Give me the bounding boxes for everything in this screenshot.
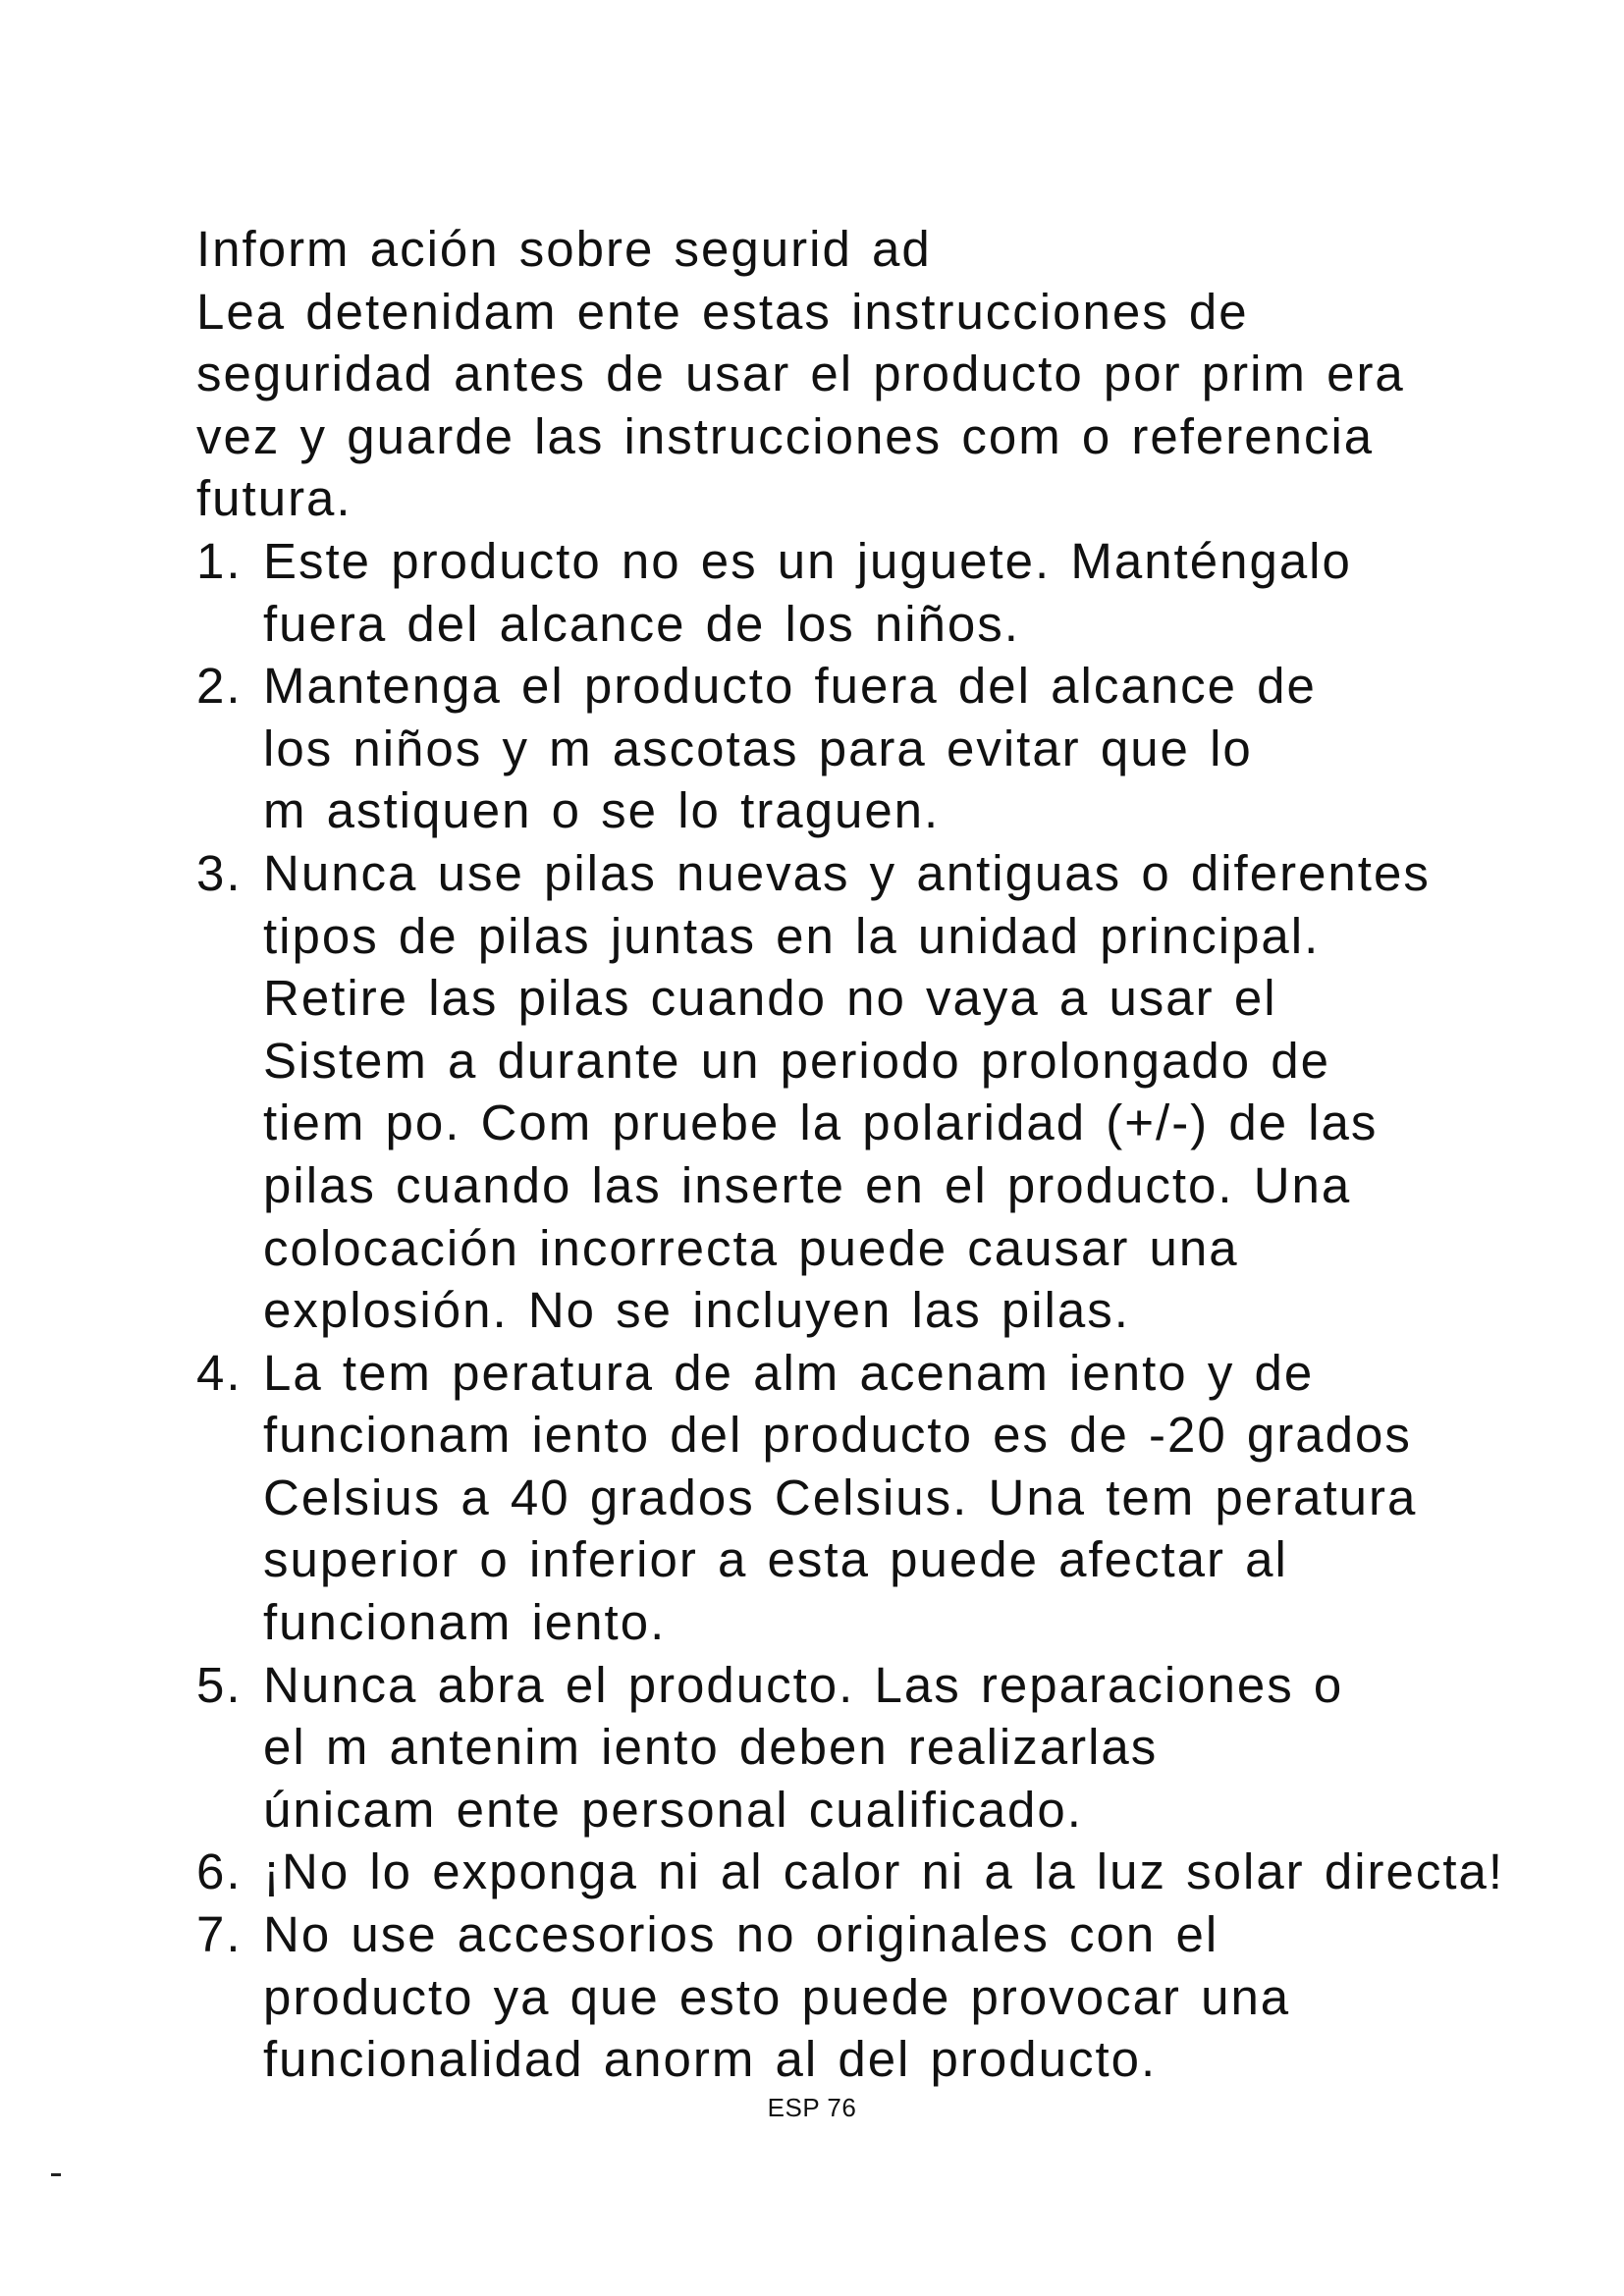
item-line: producto ya que esto puede provocar una (263, 1968, 1291, 2025)
item-number: 1. (196, 532, 243, 589)
item-number: 7. (196, 1906, 243, 1963)
safety-item (196, 1903, 1512, 2091)
item-text (263, 842, 1431, 1342)
item-line: Nunca abra el producto. Las reparaciones o (263, 1656, 1344, 1713)
item-line: Sistem a durante un periodo prolongado de (263, 1032, 1331, 1089)
page-number: ESP 76 (767, 2093, 857, 2122)
intro-line: seguridad antes de usar el producto por prim era (196, 346, 1405, 402)
item-line: tipos de pilas juntas en la unidad principal. (263, 907, 1321, 964)
item-number: 6. (196, 1843, 243, 1900)
item-line: No use accesorios no originales con el (263, 1906, 1219, 1963)
safety-item (196, 530, 1512, 655)
item-line: pilas cuando las inserte en el producto. Una (263, 1156, 1352, 1213)
item-number: 4. (196, 1344, 243, 1401)
item-line: Este producto no es un juguete. Manténgalo (263, 532, 1352, 589)
item-line: superior o inferior a esta puede afectar al (263, 1531, 1288, 1588)
item-text (263, 1342, 1417, 1654)
item-line: La tem peratura de alm acenam iento y de (263, 1344, 1315, 1401)
item-number: 2. (196, 658, 243, 715)
item-text (263, 1654, 1343, 1842)
margin-mark (51, 2173, 61, 2176)
intro-line: Lea detenidam ente estas instrucciones de (196, 283, 1249, 340)
document-title: Inform ación sobre segurid ad (196, 221, 932, 277)
safety-item (196, 1342, 1512, 1654)
item-line: m astiquen o se lo traguen. (263, 782, 941, 839)
item-line: tiem po. Com pruebe la polaridad (+/-) de las (263, 1095, 1379, 1151)
item-line: ¡No lo exponga ni al calor ni a la luz solar directa! (263, 1843, 1505, 1900)
item-line: funcionam iento. (263, 1594, 667, 1651)
safety-item (196, 1841, 1512, 1903)
item-number: 3. (196, 844, 243, 901)
intro-line: vez y guarde las instrucciones com o referencia (196, 407, 1375, 464)
safety-list (196, 530, 1512, 2091)
safety-item (196, 1654, 1512, 1842)
item-line: funcionam iento del producto es de -20 grados (263, 1407, 1412, 1464)
intro-paragraph (196, 281, 1512, 530)
document-page (196, 218, 1512, 2091)
item-line: Mantenga el producto fuera del alcance de (263, 658, 1317, 715)
item-line: el m antenim iento deben realizarlas (263, 1719, 1159, 1776)
item-line: Retire las pilas cuando no vaya a usar el (263, 970, 1277, 1027)
item-line: funcionalidad anorm al del producto. (263, 2031, 1158, 2088)
item-number: 5. (196, 1656, 243, 1713)
item-text (263, 1841, 1504, 1903)
item-line: explosión. No se incluyen las pilas. (263, 1282, 1130, 1339)
item-line: Celsius a 40 grados Celsius. Una tem peratura (263, 1468, 1418, 1525)
item-line: los niños y m ascotas para evitar que lo (263, 720, 1253, 776)
item-text (263, 1903, 1290, 2091)
intro-line: futura. (196, 470, 352, 527)
item-line: fuera del alcance de los niños. (263, 595, 1020, 652)
item-line: únicam ente personal cualificado. (263, 1781, 1083, 1838)
item-text (263, 655, 1317, 842)
item-line: colocación incorrecta puede causar una (263, 1219, 1239, 1276)
item-line: Nunca use pilas nuevas y antiguas o diferentes (263, 844, 1431, 901)
safety-item (196, 655, 1512, 842)
safety-item (196, 842, 1512, 1342)
item-text (263, 530, 1352, 655)
